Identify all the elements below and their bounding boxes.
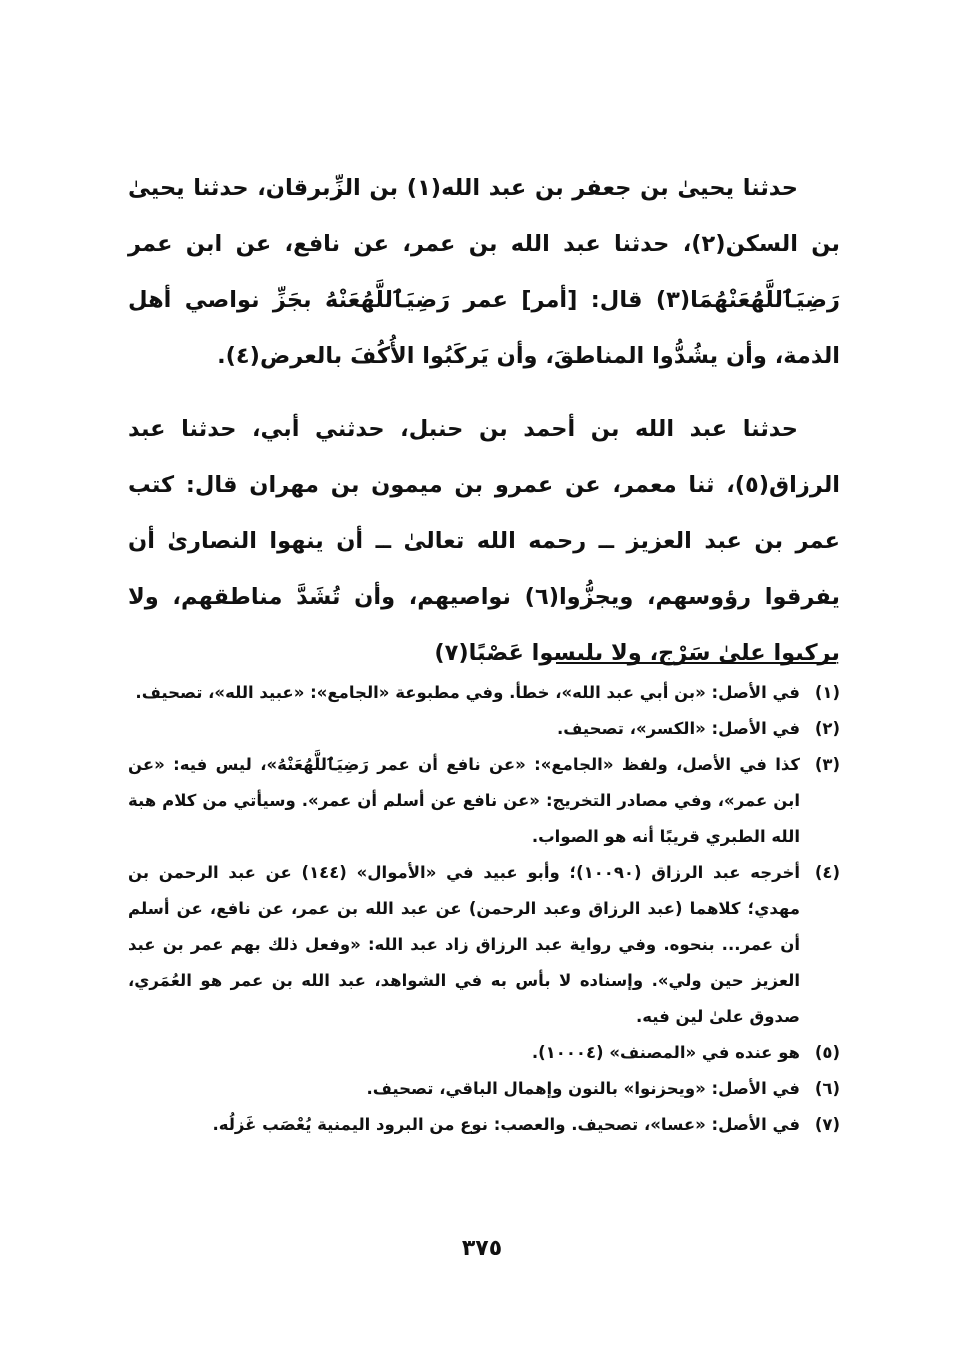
footnote-number: (٣) [814,755,840,774]
footnote-number: (٦) [814,1079,840,1098]
footnote-4 [128,855,840,1035]
footnote-text: في الأصل: «ويحزنوا» بالنون وإهمال الباقي، تصحيف. [366,1079,800,1098]
footnote-text: أخرجه عبد الرزاق (١٠٠٩٠)؛ وأبو عبيد في «الأموال» (١٤٤) عن عبد الرحمن بن مهدي؛ كلاهما (عبد الرزاق وعبد الرحمن) عن عبد الله بن عمر، عن نافع، عن أسلم أن عمر... بنحوه. وفي رواية عبد الرزاق زاد عبد الله: «وفعل ذلك بهم عمر بن عبد العزيز حين ولي». وإسناده لا بأس به في الشواهد، عبد الله بن عمر هو العُمَري، صدوق علىٰ لين فيه. [128,863,800,1026]
footnote-2 [128,711,840,747]
footnote-text: في الأصل: «عسا»، تصحيف. والعصب: نوع من البرود اليمنية يُعْصَب غَزلُه. [212,1115,800,1134]
footnote-1 [128,675,840,711]
footnote-7 [128,1107,840,1143]
footnote-divider [556,662,836,664]
footnote-number: (١) [814,683,840,702]
footnote-number: (٢) [814,719,840,738]
footnote-number: (٥) [814,1043,840,1062]
footnote-text: في الأصل: «الكسر»، تصحيف. [556,719,800,738]
footnote-5 [128,1035,840,1071]
main-paragraph-1: حدثنا يحيىٰ بن جعفر بن عبد الله(١) بن الزِّبرقان، حدثنا يحيىٰ بن السكن(٢)، حدثنا عبد الله بن عمر، عن نافع، عن ابن عمر رَضِيَٱللَّهُعَنْهُمَا(٣) قال: [أمر] عمر رَضِيَٱللَّهُعَنْهُ بجَزِّ نواصي أهل الذمة، وأن يشُدُّوا المناطقَ، وأن يَركَبُوا الأُكُفَ بالعرض(٤). [128,175,841,369]
footnote-6 [128,1071,840,1107]
page-number: ٣٧٥ [461,1236,503,1261]
footnote-number: (٧) [814,1115,840,1134]
footnotes [128,675,840,1143]
footnote-text: كذا في الأصل، ولفظ «الجامع»: «عن نافع أن عمر رَضِيَٱللَّهُعَنْهُ»، ليس فيه: «عن ابن عمر»، وفي مصادر التخريج: «عن نافع عن أسلم أن عمر». وسيأتي من كلام هبة الله الطبري قريبًا أنه هو الصواب. [128,755,800,846]
main-paragraph-2: حدثنا عبد الله بن أحمد بن حنبل، حدثني أبي، حدثنا عبد الرزاق(٥)، ثنا معمر، عن عمرو بن ميمون بن مهران قال: كتب عمر بن عبد العزيز ــ رحمه الله تعالىٰ ــ أن ينهوا النصارىٰ أن يفرقوا رؤوسهم، ويجزُّوا(٦) نواصيهم، وأن تُشَدَّ مناطقهم، ولا يركبوا علىٰ سَرْج، ولا يلبسوا عَصْبًا(٧) [128,416,840,666]
main-text [128,160,840,698]
footnote-3 [128,747,840,855]
footnote-number: (٤) [814,863,840,882]
footnote-text: في الأصل: «بن أبي عبد الله»، خطأ. وفي مطبوعة «الجامع»: «عبيد الله»، تصحيف. [135,683,800,702]
footnote-text: هو عنده في «المصنف» (١٠٠٠٤). [531,1043,800,1062]
